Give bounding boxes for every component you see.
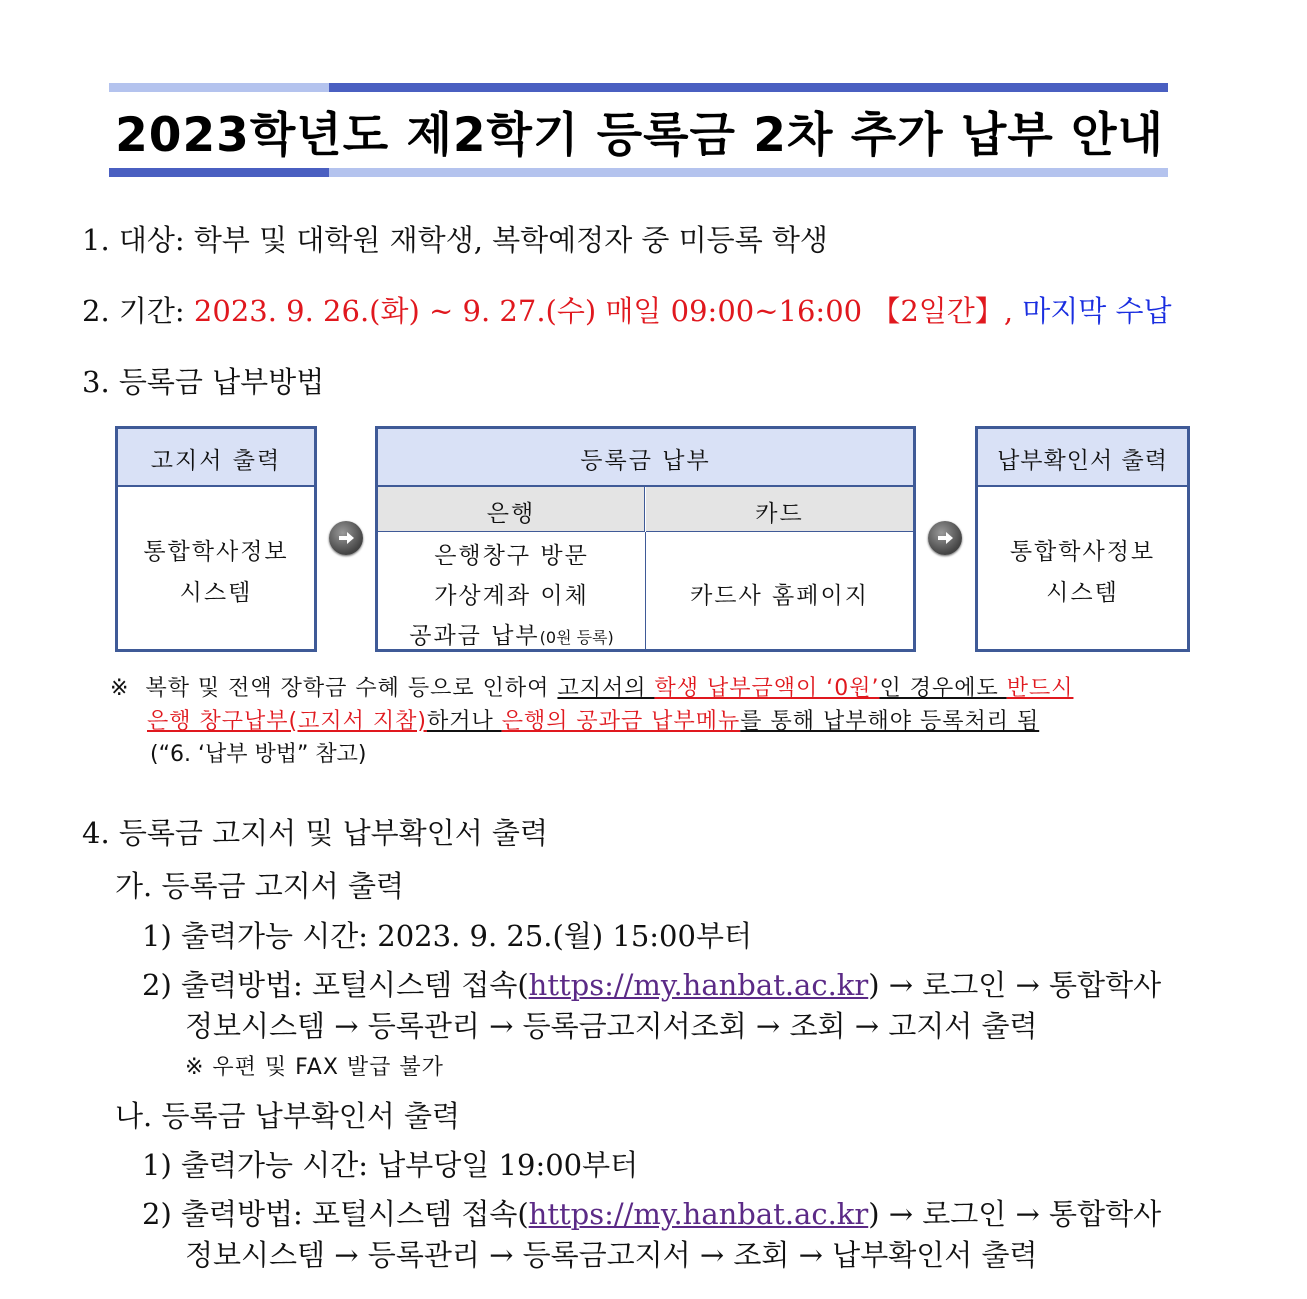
title-bar-top-dark [329,83,1168,92]
arrow-right-circle-icon [928,521,962,555]
flow-box-payment-header [378,429,913,487]
note-line1: ※ 복학 및 전액 장학금 수혜 등으로 인하여 고지서의 학생 납부금액이 ‘0원’인 경우에도 반드시 [110,676,1074,701]
item-print: 4. 등록금 고지서 및 납부확인서 출력 [82,816,548,850]
bank-option-utility: 공과금 납부(0원 등록) [409,623,614,649]
card-column-label: 카드 [755,501,804,527]
flow-box-receipt-line1: 통합학사정보 [1009,539,1156,565]
section-a-method: 2) 출력방법: 포털시스템 접속(https://my.hanbat.ac.kr) → 로그인 → 통합학사 [142,968,1162,1002]
note-line2: 은행 창구납부(고지서 지참)하거나 은행의 공과금 납부메뉴를 통해 납부해야 등록처리 됨 [147,709,1040,734]
flow-box-receipt-title: 납부확인서 출력 [997,448,1168,474]
period-dates: 2023. 9. 26.(화) ~ 9. 27.(수) 매일 09:00~16:00 [193,294,863,328]
bank-option-visit: 은행창구 방문 [434,543,589,569]
section-b-method-line2: 정보시스템 → 등록관리 → 등록금고지서 → 조회 → 납부확인서 출력 [185,1238,1038,1272]
card-column-header [646,487,913,532]
flow-box-notice-line2: 시스템 [179,580,253,606]
item-period: 2. 기간: 2023. 9. 26.(화) ~ 9. 27.(수) 매일 09:00~16:00 【2일간】, 마지막 수납 [82,294,1172,328]
portal-link[interactable]: https://my.hanbat.ac.kr [528,968,869,1002]
title-bar-bottom-light [329,168,1168,177]
period-days: 【2일간】 [871,294,1004,328]
flow-box-notice-title: 고지서 출력 [150,448,282,474]
flow-box-receipt [975,426,1190,652]
flow-box-receipt-line2: 시스템 [1046,580,1119,606]
last-payment: 마지막 수납 [1022,294,1172,328]
title-bar-top-light [109,83,329,92]
page-title: 2023학년도 제2학기 등록금 2차 추가 납부 안내 [115,108,1164,163]
note-line3: (“6. ‘납부 방법” 참고) [150,742,367,767]
flow-box-receipt-header [978,429,1187,487]
title-bar-bottom-dark [109,168,329,177]
flow-box-notice-header [118,429,314,487]
card-option-homepage: 카드사 홈페이지 [690,583,869,609]
flow-box-notice [115,426,317,652]
flow-box-notice-line1: 통합학사정보 [143,539,289,565]
section-a-title: 가. 등록금 고지서 출력 [115,869,404,903]
section-a-time: 1) 출력가능 시간: 2023. 9. 25.(월) 15:00부터 [142,919,752,953]
section-b-method: 2) 출력방법: 포털시스템 접속(https://my.hanbat.ac.kr) → 로그인 → 통합학사 [142,1197,1162,1231]
item-target: 1. 대상: 학부 및 대학원 재학생, 복학예정자 중 미등록 학생 [82,223,828,257]
item-method: 3. 등록금 납부방법 [82,365,325,399]
section-a-note: ※ 우편 및 FAX 발급 불가 [185,1055,444,1080]
flow-box-payment-title: 등록금 납부 [580,448,711,474]
flow-box-payment [375,426,916,652]
section-b-title: 나. 등록금 납부확인서 출력 [115,1099,461,1133]
bank-column-label: 은행 [486,501,536,527]
bank-column-header [378,487,645,532]
portal-link[interactable]: https://my.hanbat.ac.kr [528,1197,869,1231]
section-a-method-line2: 정보시스템 → 등록관리 → 등록금고지서조회 → 조회 → 고지서 출력 [185,1009,1038,1043]
bank-option-transfer: 가상계좌 이체 [434,583,589,609]
section-b-time: 1) 출력가능 시간: 납부당일 19:00부터 [142,1148,639,1182]
arrow-right-circle-icon [329,521,363,555]
